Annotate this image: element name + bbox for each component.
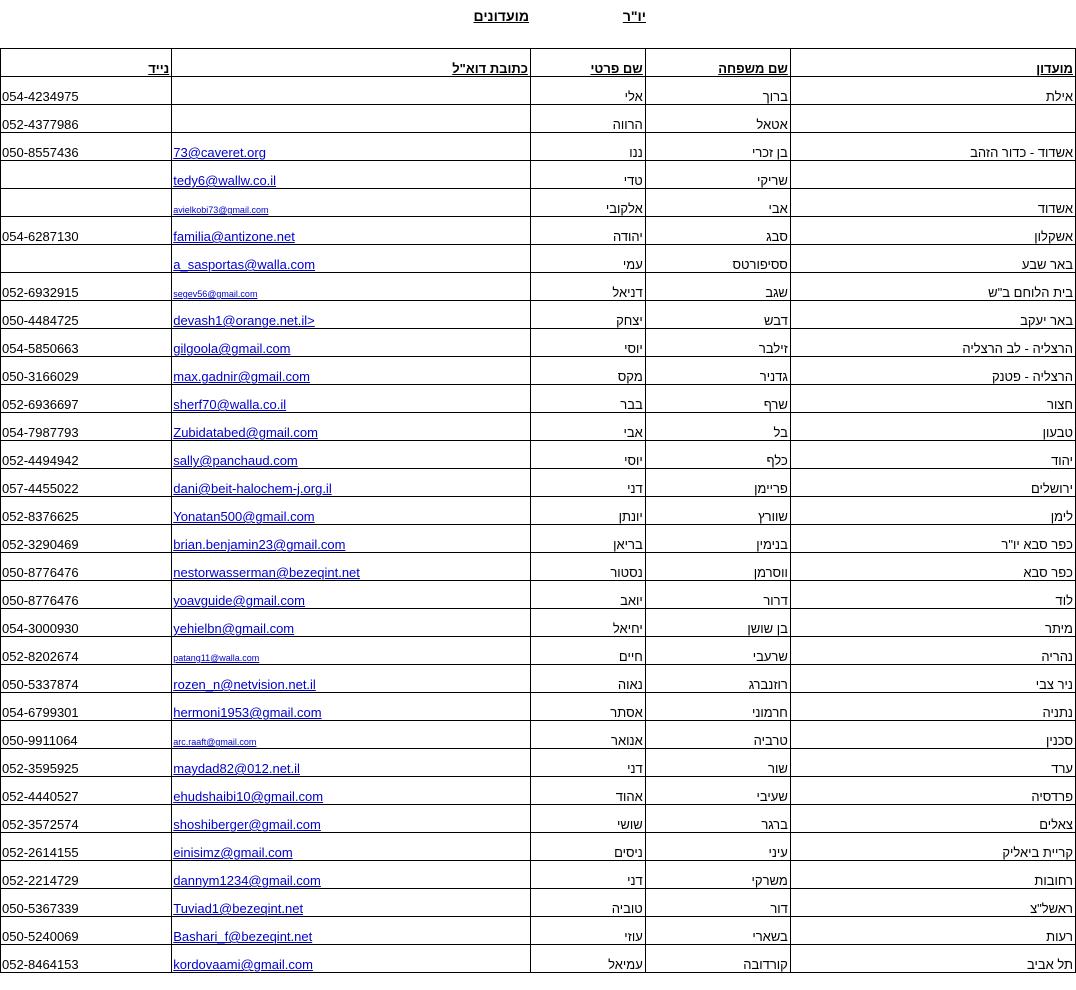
club-cell: רחובות	[790, 861, 1075, 889]
last-name-cell: טרביה	[645, 721, 790, 749]
table-row	[1, 749, 1076, 777]
first-name-cell: דני	[530, 861, 645, 889]
table-row	[1, 301, 1076, 329]
table-row	[1, 133, 1076, 161]
last-name-cell: בשארי	[645, 917, 790, 945]
table-body	[1, 77, 1076, 973]
last-name-cell: זילבר	[645, 329, 790, 357]
email-cell	[172, 413, 531, 441]
club-cell: אשדוד - כדור הזהב	[790, 133, 1075, 161]
first-name-cell: יוסי	[530, 441, 645, 469]
email-link[interactable]: devash1@orange.net.il>	[173, 313, 315, 328]
table-row	[1, 217, 1076, 245]
last-name-cell: דבש	[645, 301, 790, 329]
last-name-cell: קורדובה	[645, 945, 790, 973]
phone-cell: 054-6287130	[1, 217, 172, 245]
club-cell: סכנין	[790, 721, 1075, 749]
phone-cell: 050-5337874	[1, 665, 172, 693]
email-cell	[172, 749, 531, 777]
table-row	[1, 413, 1076, 441]
email-link[interactable]: shoshiberger@gmail.com	[173, 817, 321, 832]
table-header-row	[1, 49, 1076, 77]
last-name-cell: שרף	[645, 385, 790, 413]
club-cell: ניר צבי	[790, 665, 1075, 693]
club-cell: ערד	[790, 749, 1075, 777]
first-name-cell: טדי	[530, 161, 645, 189]
phone-cell: 052-2614155	[1, 833, 172, 861]
email-cell	[172, 693, 531, 721]
email-cell	[172, 497, 531, 525]
email-cell	[172, 833, 531, 861]
last-name-cell: ברוך	[645, 77, 790, 105]
phone-cell: 052-2214729	[1, 861, 172, 889]
last-name-cell: דור	[645, 889, 790, 917]
last-name-cell: ווסרמן	[645, 553, 790, 581]
email-cell	[172, 217, 531, 245]
club-cell: נתניה	[790, 693, 1075, 721]
table-row	[1, 833, 1076, 861]
first-name-cell: אהוד	[530, 777, 645, 805]
last-name-cell: בן שושן	[645, 609, 790, 637]
first-name-cell: חיים	[530, 637, 645, 665]
phone-cell: 052-3572574	[1, 805, 172, 833]
table-row	[1, 329, 1076, 357]
phone-cell	[1, 189, 172, 217]
last-name-cell: ססיפורטס	[645, 245, 790, 273]
phone-cell: 050-8776476	[1, 581, 172, 609]
column-header-club: מועדון	[790, 49, 1075, 77]
first-name-cell: טוביה	[530, 889, 645, 917]
last-name-cell: דרור	[645, 581, 790, 609]
last-name-cell: גדניר	[645, 357, 790, 385]
email-link[interactable]: 73@caveret.org	[173, 145, 266, 160]
table-row	[1, 889, 1076, 917]
email-cell	[172, 553, 531, 581]
first-name-cell: הרווה	[530, 105, 645, 133]
table-row	[1, 609, 1076, 637]
email-cell	[172, 665, 531, 693]
club-cell: פרדסיה	[790, 777, 1075, 805]
phone-cell: 050-8776476	[1, 553, 172, 581]
phone-cell: 052-8202674	[1, 637, 172, 665]
first-name-cell: יחיאל	[530, 609, 645, 637]
email-link[interactable]: sally@panchaud.com	[173, 453, 298, 468]
email-cell	[172, 245, 531, 273]
club-cell: תל אביב	[790, 945, 1075, 973]
club-cell: נהריה	[790, 637, 1075, 665]
phone-cell: 052-4377986	[1, 105, 172, 133]
email-cell	[172, 861, 531, 889]
first-name-cell: יוסי	[530, 329, 645, 357]
last-name-cell: אטאל	[645, 105, 790, 133]
club-cell: מיתר	[790, 609, 1075, 637]
table-row	[1, 917, 1076, 945]
phone-cell: 054-3000930	[1, 609, 172, 637]
table-row	[1, 161, 1076, 189]
first-name-cell: מקס	[530, 357, 645, 385]
table-row	[1, 721, 1076, 749]
club-cell: לוד	[790, 581, 1075, 609]
first-name-cell: אלי	[530, 77, 645, 105]
phone-cell: 050-3166029	[1, 357, 172, 385]
email-cell	[172, 77, 531, 105]
table-row	[1, 385, 1076, 413]
email-link[interactable]: hermoni1953@gmail.com	[173, 705, 322, 720]
first-name-cell: עמי	[530, 245, 645, 273]
email-link[interactable]: einisimz@gmail.com	[173, 845, 293, 860]
club-cell	[790, 105, 1075, 133]
phone-cell: 052-4494942	[1, 441, 172, 469]
phone-cell: 052-6936697	[1, 385, 172, 413]
table-row	[1, 357, 1076, 385]
table-row	[1, 581, 1076, 609]
phone-cell: 052-4440527	[1, 777, 172, 805]
phone-cell: 050-5367339	[1, 889, 172, 917]
email-cell	[172, 105, 531, 133]
phone-cell: 052-3595925	[1, 749, 172, 777]
club-cell: רעות	[790, 917, 1075, 945]
last-name-cell: אבי	[645, 189, 790, 217]
phone-cell: 050-8557436	[1, 133, 172, 161]
first-name-cell: נסטור	[530, 553, 645, 581]
club-cell: חצור	[790, 385, 1075, 413]
email-link[interactable]: nestorwasserman@bezeqint.net	[173, 565, 360, 580]
last-name-cell: שור	[645, 749, 790, 777]
email-link[interactable]: familia@antizone.net	[173, 229, 295, 244]
first-name-cell: יהודה	[530, 217, 645, 245]
email-cell	[172, 469, 531, 497]
last-name-cell: חרמוני	[645, 693, 790, 721]
last-name-cell: שוורץ	[645, 497, 790, 525]
column-header-phone: נייד	[1, 49, 172, 77]
email-link[interactable]: tedy6@wallw.co.il	[173, 173, 277, 188]
email-cell	[172, 721, 531, 749]
table-row	[1, 469, 1076, 497]
first-name-cell: יצחק	[530, 301, 645, 329]
table-row	[1, 777, 1076, 805]
first-name-cell: בבר	[530, 385, 645, 413]
first-name-cell: נאוה	[530, 665, 645, 693]
email-cell	[172, 357, 531, 385]
last-name-cell: שעיבי	[645, 777, 790, 805]
email-link[interactable]: dani@beit-halochem-j.org.il	[173, 481, 332, 496]
column-header-first-name: שם פרטי	[530, 49, 645, 77]
column-header-email: כתובת דוא"ל	[172, 49, 531, 77]
email-cell	[172, 189, 531, 217]
email-cell	[172, 777, 531, 805]
table-row	[1, 77, 1076, 105]
table-row	[1, 245, 1076, 273]
phone-cell: 050-4484725	[1, 301, 172, 329]
table-row	[1, 945, 1076, 973]
email-link[interactable]: kordovaami@gmail.com	[173, 957, 313, 972]
email-link[interactable]: a_sasportas@walla.com	[173, 257, 316, 272]
phone-cell: 050-9911064	[1, 721, 172, 749]
club-cell: כפר סבא	[790, 553, 1075, 581]
first-name-cell: שושי	[530, 805, 645, 833]
last-name-cell: שריקי	[645, 161, 790, 189]
email-cell	[172, 581, 531, 609]
phone-cell: 057-4455022	[1, 469, 172, 497]
first-name-cell: בריאן	[530, 525, 645, 553]
first-name-cell: עמיאל	[530, 945, 645, 973]
club-cell: ירושלים	[790, 469, 1075, 497]
last-name-cell: כלף	[645, 441, 790, 469]
last-name-cell: ברגר	[645, 805, 790, 833]
phone-cell: 052-8464153	[1, 945, 172, 973]
first-name-cell: דני	[530, 469, 645, 497]
table-row	[1, 497, 1076, 525]
email-link[interactable]: Tuviad1@bezeqint.net	[173, 901, 304, 916]
email-cell	[172, 161, 531, 189]
table-row	[1, 189, 1076, 217]
email-cell	[172, 273, 531, 301]
phone-cell: 050-5240069	[1, 917, 172, 945]
first-name-cell: יואב	[530, 581, 645, 609]
first-name-cell: אלקובי	[530, 189, 645, 217]
club-cell: קריית ביאליק	[790, 833, 1075, 861]
club-cell: אשדוד	[790, 189, 1075, 217]
table-row	[1, 525, 1076, 553]
email-link[interactable]: sherf70@walla.co.il	[173, 397, 287, 412]
first-name-cell: ניסים	[530, 833, 645, 861]
last-name-cell: פריימן	[645, 469, 790, 497]
email-link[interactable]: ehudshaibi10@gmail.com	[173, 789, 324, 804]
club-cell: לימן	[790, 497, 1075, 525]
phone-cell: 052-8376625	[1, 497, 172, 525]
email-cell	[172, 441, 531, 469]
club-cell: בית הלוחם ב"ש	[790, 273, 1075, 301]
email-cell	[172, 945, 531, 973]
phone-cell: 054-4234975	[1, 77, 172, 105]
table-row	[1, 441, 1076, 469]
email-cell	[172, 917, 531, 945]
club-cell: אילת	[790, 77, 1075, 105]
email-link[interactable]: dannym1234@gmail.com	[173, 873, 321, 888]
last-name-cell: בנימין	[645, 525, 790, 553]
last-name-cell: בל	[645, 413, 790, 441]
phone-cell: 054-6799301	[1, 693, 172, 721]
email-link[interactable]: patang11@walla.com	[173, 653, 260, 663]
last-name-cell: עיני	[645, 833, 790, 861]
club-cell: ראשל"צ	[790, 889, 1075, 917]
first-name-cell: דניאל	[530, 273, 645, 301]
phone-cell: 054-5850663	[1, 329, 172, 357]
chair-header: יו"ר	[622, 8, 646, 24]
last-name-cell: שרעבי	[645, 637, 790, 665]
email-link[interactable]: maydad82@012.net.il	[173, 761, 300, 776]
email-link[interactable]: segev56@gmail.com	[173, 289, 258, 299]
first-name-cell: אנואר	[530, 721, 645, 749]
phone-cell: 054-7987793	[1, 413, 172, 441]
table-row	[1, 693, 1076, 721]
email-cell	[172, 133, 531, 161]
email-link[interactable]: max.gadnir@gmail.com	[173, 369, 311, 384]
clubs-header: מועדונים	[473, 8, 529, 24]
first-name-cell: אסתר	[530, 693, 645, 721]
email-cell	[172, 329, 531, 357]
email-cell	[172, 301, 531, 329]
last-name-cell: סבג	[645, 217, 790, 245]
table-row	[1, 861, 1076, 889]
club-cell: באר שבע	[790, 245, 1075, 273]
email-cell	[172, 609, 531, 637]
email-link[interactable]: gilgoola@gmail.com	[173, 341, 291, 356]
phone-cell: 052-6932915	[1, 273, 172, 301]
club-cell: טבעון	[790, 413, 1075, 441]
club-cell: הרצליה - פטנק	[790, 357, 1075, 385]
table-row	[1, 273, 1076, 301]
first-name-cell: יונתן	[530, 497, 645, 525]
phone-cell	[1, 161, 172, 189]
email-cell	[172, 889, 531, 917]
email-cell	[172, 385, 531, 413]
table-row	[1, 637, 1076, 665]
email-link[interactable]: rozen_n@netvision.net.il	[173, 677, 316, 692]
first-name-cell: דני	[530, 749, 645, 777]
email-cell	[172, 525, 531, 553]
table-row	[1, 805, 1076, 833]
table-row	[1, 665, 1076, 693]
first-name-cell: עוזי	[530, 917, 645, 945]
last-name-cell: בן זכרי	[645, 133, 790, 161]
first-name-cell: ננו	[530, 133, 645, 161]
email-link[interactable]: yoavguide@gmail.com	[173, 593, 305, 608]
email-link[interactable]: yehielbn@gmail.com	[173, 621, 295, 636]
table-row	[1, 105, 1076, 133]
last-name-cell: רוזנברג	[645, 665, 790, 693]
club-cell: כפר סבא יו"ר	[790, 525, 1075, 553]
email-cell	[172, 637, 531, 665]
club-cell: אשקלון	[790, 217, 1075, 245]
column-header-last-name: שם משפחה	[645, 49, 790, 77]
email-link[interactable]: Yonatan500@gmail.com	[173, 509, 315, 524]
last-name-cell: שגב	[645, 273, 790, 301]
club-cell: באר יעקב	[790, 301, 1075, 329]
phone-cell: 052-3290469	[1, 525, 172, 553]
email-link[interactable]: Bashari_f@bezeqint.net	[173, 929, 313, 944]
last-name-cell: משרקי	[645, 861, 790, 889]
phone-cell	[1, 245, 172, 273]
email-link[interactable]: brian.benjamin23@gmail.com	[173, 537, 346, 552]
club-cell: צאלים	[790, 805, 1075, 833]
club-cell: יהוד	[790, 441, 1075, 469]
first-name-cell: אבי	[530, 413, 645, 441]
email-cell	[172, 805, 531, 833]
club-cell	[790, 161, 1075, 189]
email-link[interactable]: avielkobi73@gmail.com	[173, 205, 269, 215]
table-row	[1, 553, 1076, 581]
email-link[interactable]: Zubidatabed@gmail.com	[173, 425, 318, 440]
club-cell: הרצליה - לב הרצליה	[790, 329, 1075, 357]
contacts-table	[0, 48, 1076, 973]
email-link[interactable]: arc.raaft@gmail.com	[173, 737, 257, 747]
